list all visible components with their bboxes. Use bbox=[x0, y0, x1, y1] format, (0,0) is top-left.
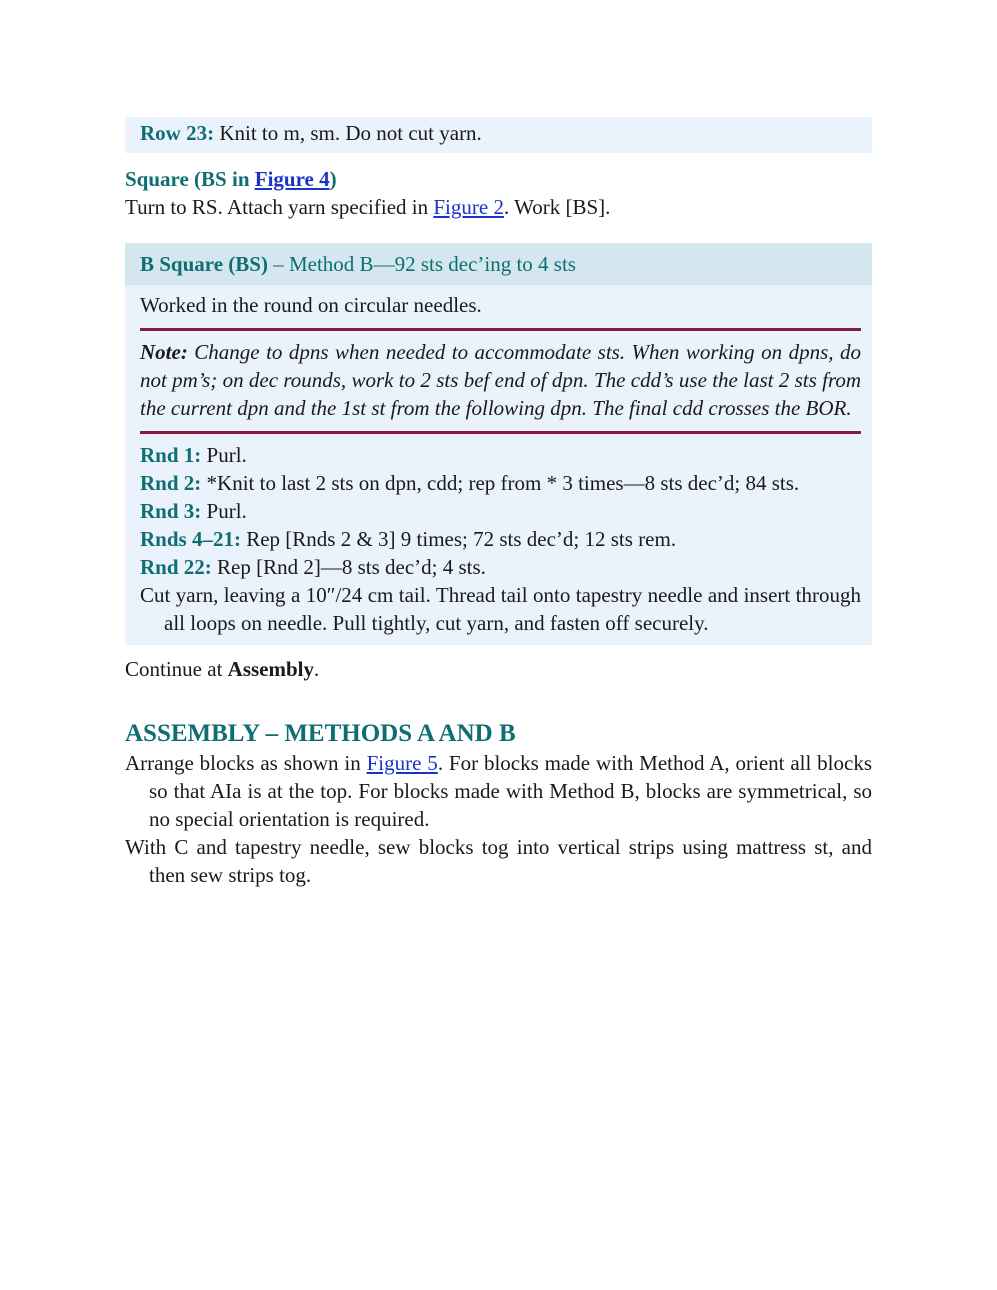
b-square-title-rest: – Method B—92 sts dec’ing to 4 sts bbox=[267, 252, 576, 276]
row23-label: Row 23: bbox=[140, 121, 215, 145]
b-square-header bbox=[125, 243, 872, 285]
assembly-paragraph-2: With C and tapestry needle, sew blocks tog into vertical strips using mattress st, and then sew strips tog. bbox=[125, 835, 872, 887]
round-text: Purl. bbox=[201, 499, 247, 523]
figure-2-link[interactable]: Figure 2 bbox=[433, 195, 504, 219]
round-label: Rnd 22: bbox=[140, 555, 212, 579]
round-2 bbox=[140, 469, 861, 497]
note-paragraph bbox=[140, 338, 861, 422]
turn-line-suffix: . Work [BS]. bbox=[503, 195, 611, 219]
page bbox=[125, 117, 872, 889]
round-text: Rep [Rnds 2 & 3] 9 times; 72 sts dec’d; 12 sts rem. bbox=[240, 527, 677, 551]
round-text: Rep [Rnd 2]—8 sts dec’d; 4 sts. bbox=[211, 555, 486, 579]
square-heading-prefix: Square (BS in bbox=[125, 167, 255, 191]
b-square-box bbox=[125, 243, 872, 645]
continue-bold: Assembly bbox=[227, 657, 314, 681]
round-22 bbox=[140, 553, 861, 581]
round-label: Rnd 2: bbox=[140, 471, 202, 495]
assembly-heading: ASSEMBLY – METHODS A AND B bbox=[125, 720, 516, 747]
round-3 bbox=[140, 497, 861, 525]
note-text: Change to dpns when needed to accommodate sts. When working on dpns, do not pm’s; on dec rounds, work to 2 sts bef end of dpn. The cdd’s use the last 2 sts from the current dpn and the 1st st from the following dpn. The final cdd crosses the BOR. bbox=[140, 340, 861, 420]
assembly-paragraph-1 bbox=[125, 749, 872, 833]
rounds-4-21 bbox=[140, 525, 861, 553]
note-label: Note: bbox=[140, 340, 188, 364]
square-heading-suffix: ) bbox=[329, 167, 337, 191]
row23-box bbox=[125, 117, 872, 153]
round-1 bbox=[140, 441, 861, 469]
square-heading bbox=[125, 165, 872, 193]
continue-line bbox=[125, 655, 872, 683]
b-square-body bbox=[125, 285, 872, 645]
round-label: Rnds 4–21: bbox=[140, 527, 241, 551]
continue-prefix: Continue at bbox=[125, 657, 228, 681]
round-label: Rnd 1: bbox=[140, 443, 202, 467]
turn-line bbox=[125, 193, 872, 221]
finish-instructions: Cut yarn, leaving a 10″/24 cm tail. Thread tail onto tapestry needle and insert through all loops on needle. Pull tightly, cut yarn, and fasten off securely. bbox=[140, 583, 861, 635]
figure-5-link[interactable]: Figure 5 bbox=[366, 751, 438, 775]
round-text: *Knit to last 2 sts on dpn, cdd; rep from * 3 times—8 sts dec’d; 84 sts. bbox=[201, 471, 800, 495]
continue-suffix: . bbox=[314, 657, 320, 681]
note-bottom-rule bbox=[140, 431, 861, 434]
assembly-p1-suffix: . For blocks made with Method A, orient all blocks so that AIa is at the top. For blocks made with Method B, blocks are symmetrical, so no special orientation is required. bbox=[149, 751, 873, 831]
note-top-rule bbox=[140, 328, 861, 331]
assembly-p1-prefix: Arrange blocks as shown in bbox=[125, 751, 367, 775]
b-square-title-bold: B Square (BS) bbox=[140, 252, 268, 276]
row23-text: Knit to m, sm. Do not cut yarn. bbox=[214, 121, 482, 145]
round-label: Rnd 3: bbox=[140, 499, 202, 523]
round-text: Purl. bbox=[201, 443, 247, 467]
turn-line-prefix: Turn to RS. Attach yarn specified in bbox=[125, 195, 434, 219]
b-square-intro: Worked in the round on circular needles. bbox=[140, 293, 482, 317]
figure-4-link[interactable]: Figure 4 bbox=[254, 167, 330, 191]
